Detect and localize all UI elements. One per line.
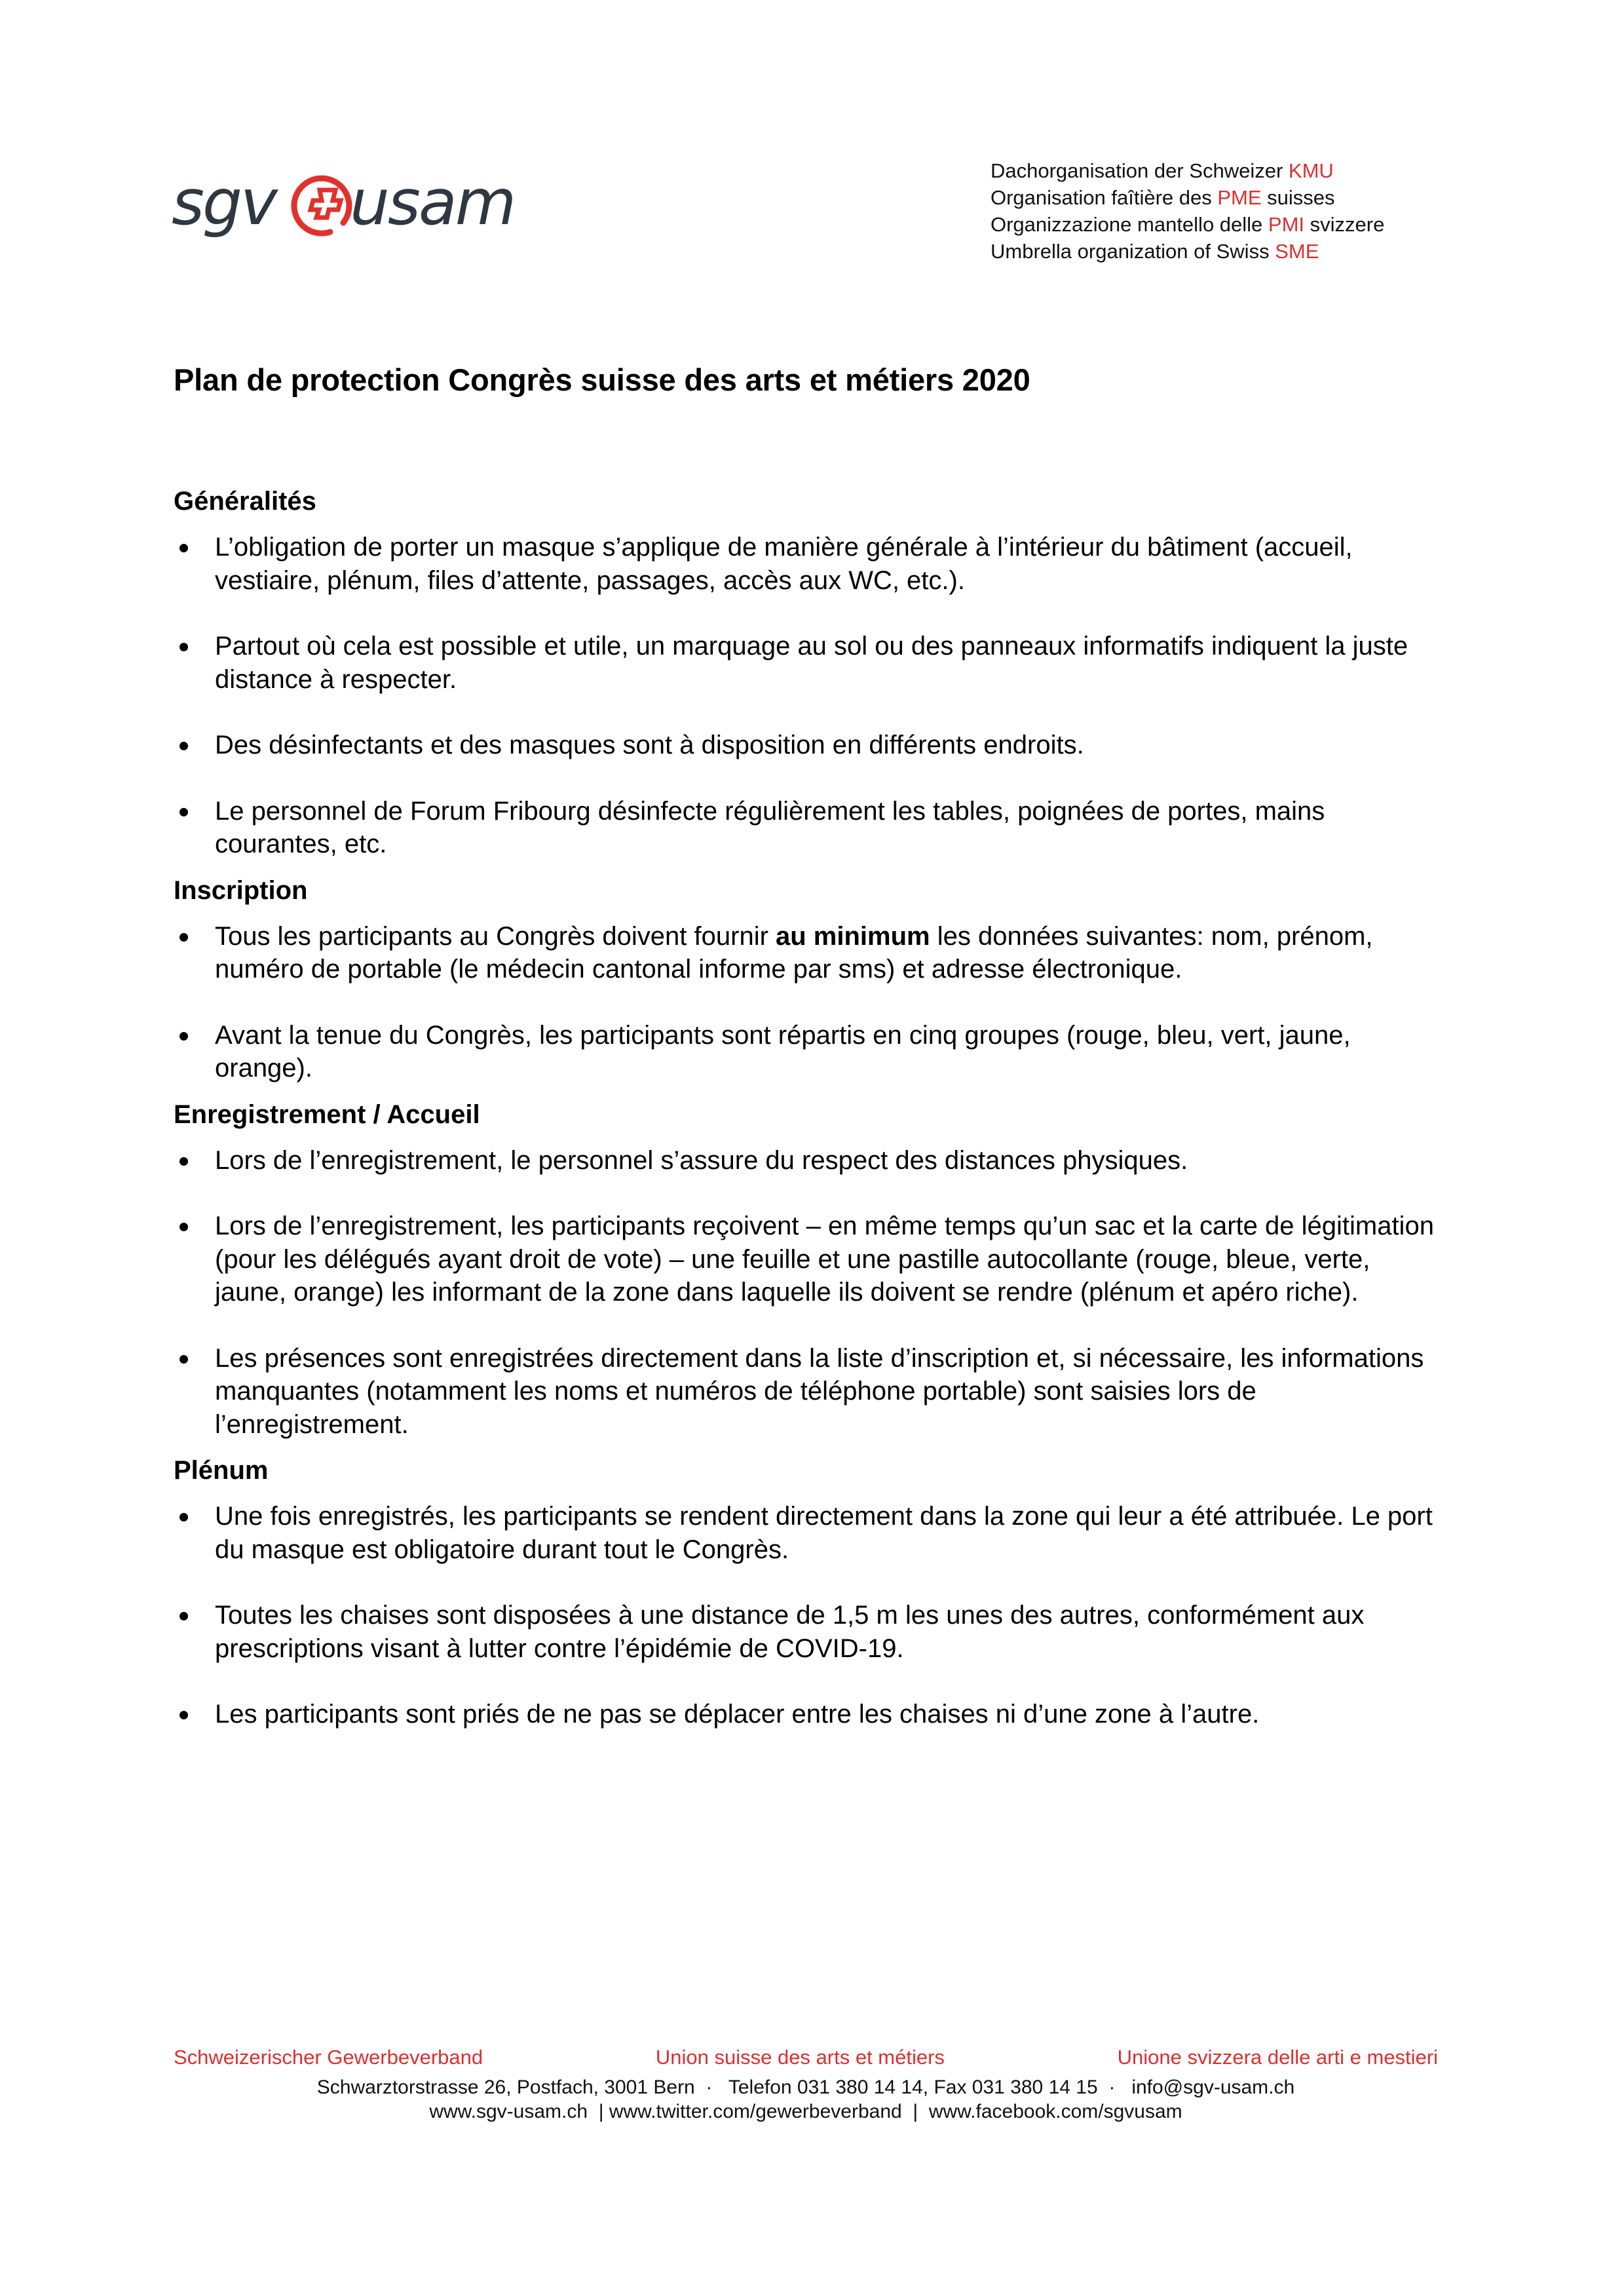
- footer-org-de: Schweizerischer Gewerbeverband: [174, 2046, 483, 2069]
- footer-org-fr: Union suisse des arts et métiers: [655, 2046, 945, 2069]
- footer-links: www.sgv-usam.ch | www.twitter.com/gewerbeverband | www.facebook.com/sgvusam: [429, 2101, 1182, 2122]
- tagline-line-de: Dachorganisation der Schweizer KMU: [991, 159, 1334, 182]
- bullet-icon: [179, 933, 188, 942]
- list-item: Tous les participants au Congrès doivent fournir au minimum les données suivantes: nom, prénom, numéro de portable (le médecin cantonal informe par sms) et adresse électronique.: [174, 920, 1438, 986]
- list-item: Une fois enregistrés, les participants se rendent directement dans la zone qui leur a été attribuée. Le port du masque est obligatoire durant tout le Congrès.: [174, 1500, 1438, 1566]
- footer-address: Schwarztorstrasse 26, Postfach, 3001 Bern · Telefon 031 380 14 14, Fax 031 380 14 15 · info@sgv-usam.ch: [316, 2076, 1295, 2098]
- bullet-list: [174, 1144, 1438, 1442]
- section-enregistrement-accueil: [174, 1098, 1438, 1442]
- bullet-icon: [179, 742, 188, 750]
- bullet-list: [174, 920, 1438, 1085]
- document-body: [174, 485, 1438, 1744]
- bullet-list: [174, 531, 1438, 861]
- logo-text-usam: usam: [350, 172, 515, 239]
- list-item: Lors de l’enregistrement, les participants reçoivent – en même temps qu’un sac et la carte de légitimation (pour les délégués ayant droit de vote) – une feuille et une pastille autocollante (rouge, bleue, verte, jaune, orange) les informant de la zone dans laquelle ils doivent se rendre (plénum et apéro riche).: [174, 1210, 1438, 1309]
- bullet-icon: [179, 1032, 188, 1041]
- section-inscription: [174, 874, 1438, 1085]
- section-heading: Enregistrement / Accueil: [174, 1100, 480, 1129]
- bullet-icon: [179, 1223, 188, 1231]
- section-heading: Inscription: [174, 875, 308, 905]
- organization-tagline: [991, 157, 1384, 265]
- section-generalites: [174, 485, 1438, 861]
- page-footer: [174, 2044, 1438, 2124]
- bullet-icon: [179, 1513, 188, 1521]
- list-item: Les participants sont priés de ne pas se déplacer entre les chaises ni d’une zone à l’autre.: [174, 1698, 1438, 1731]
- document-title: Plan de protection Congrès suisse des arts et métiers 2020: [174, 362, 1030, 397]
- bullet-icon: [179, 544, 188, 552]
- section-plenum: [174, 1454, 1438, 1731]
- list-item: Des désinfectants et des masques sont à disposition en différents endroits.: [174, 729, 1438, 762]
- list-item: Partout où cela est possible et utile, un marquage au sol ou des panneaux informatifs indiquent la juste distance à respecter.: [174, 630, 1438, 696]
- tagline-line-it: Organizzazione mantello delle PMI svizzere: [991, 213, 1385, 236]
- list-item: L’obligation de porter un masque s’applique de manière générale à l’intérieur du bâtiment (accueil, vestiaire, plénum, files d’attente, passages, accès aux WC, etc.).: [174, 531, 1438, 597]
- tagline-highlight: SME: [1275, 240, 1319, 263]
- bullet-icon: [179, 1355, 188, 1364]
- tagline-line-fr: Organisation faîtière des PME suisses: [991, 186, 1335, 209]
- section-heading: Plénum: [174, 1456, 269, 1485]
- bullet-icon: [179, 1612, 188, 1620]
- bullet-icon: [179, 643, 188, 651]
- footer-org-names: [174, 2044, 1438, 2071]
- logo-text-sgv: sgv: [172, 172, 276, 239]
- bullet-icon: [179, 808, 188, 816]
- bullet-icon: [179, 1157, 188, 1166]
- tagline-highlight: PMI: [1268, 213, 1305, 236]
- list-item: Le personnel de Forum Fribourg désinfecte régulièrement les tables, poignées de portes, mains courantes, etc.: [174, 795, 1438, 861]
- footer-org-it: Unione svizzera delle arti e mestieri: [1117, 2046, 1438, 2069]
- list-item: Lors de l’enregistrement, le personnel s’assure du respect des distances physiques.: [174, 1144, 1438, 1177]
- section-heading: Généralités: [174, 487, 316, 516]
- tagline-line-en: Umbrella organization of Swiss SME: [991, 240, 1319, 263]
- bullet-list: [174, 1500, 1438, 1731]
- list-item: Avant la tenue du Congrès, les participants sont répartis en cinq groupes (rouge, bleu, vert, jaune, orange).: [174, 1019, 1438, 1085]
- tagline-highlight: PME: [1217, 186, 1262, 209]
- emphasis: au minimum: [776, 921, 930, 951]
- sgv-usam-logo: [172, 172, 525, 247]
- tagline-highlight: KMU: [1288, 159, 1334, 182]
- list-item: Les présences sont enregistrées directement dans la liste d’inscription et, si nécessaire, les informations manquantes (notamment les noms et numéros de téléphone portable) sont saisies lors de l’enregistrement.: [174, 1342, 1438, 1442]
- list-item: Toutes les chaises sont disposées à une distance de 1,5 m les unes des autres, conformément aux prescriptions visant à lutter contre l’épidémie de COVID-19.: [174, 1599, 1438, 1665]
- swiss-cross-at-icon: [294, 178, 349, 233]
- bullet-icon: [179, 1711, 188, 1719]
